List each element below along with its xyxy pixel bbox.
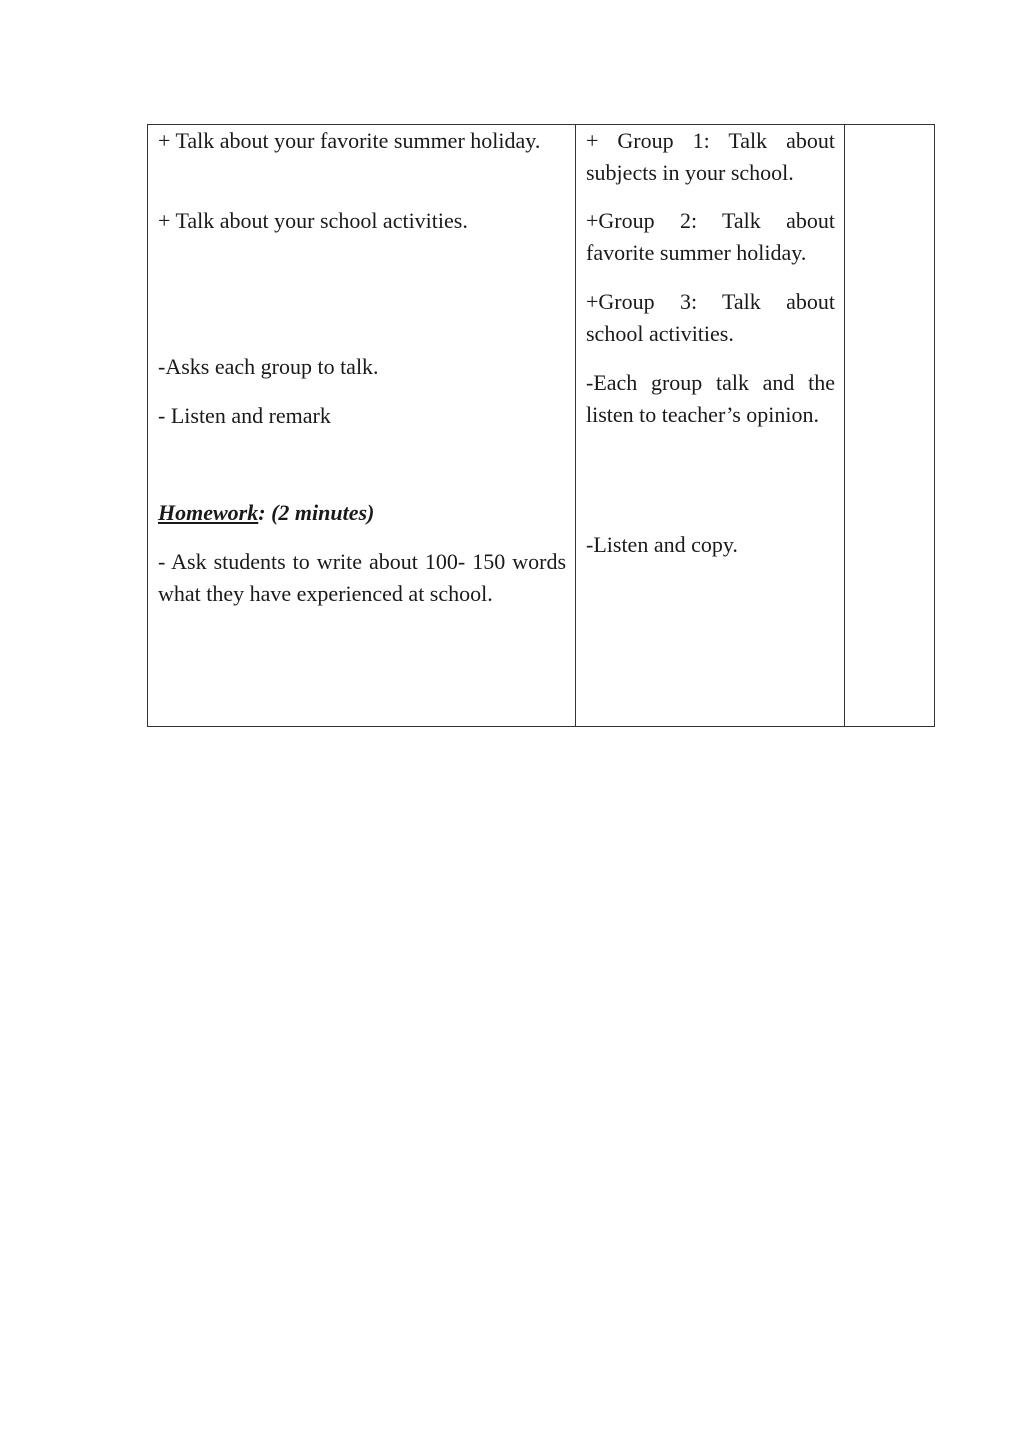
homework-label: Homework [158, 500, 259, 525]
lesson-plan-table [147, 124, 935, 727]
asks-groups-text: -Asks each group to talk. [158, 354, 379, 379]
group1-text: + Group 1: Talk about subjects in your school. [586, 128, 835, 185]
talk-activities-text: + Talk about your school activities. [158, 208, 468, 233]
group2-text: +Group 2: Talk about favorite summer holiday. [586, 208, 835, 265]
group3-text: +Group 3: Talk about school activities. [586, 289, 835, 346]
student-activities-cell [576, 125, 845, 727]
homework-time: (2 minutes) [265, 500, 375, 525]
each-group-text: -Each group talk and the listen to teacher’s opinion. [586, 370, 835, 427]
homework-task-text: - Ask students to write about 100- 150 words what they have experienced at school. [158, 549, 566, 606]
homework-colon: : [258, 500, 266, 525]
notes-cell [845, 125, 935, 727]
teacher-activities-cell [148, 125, 576, 727]
listen-remark-text: - Listen and remark [158, 403, 331, 428]
listen-copy-text: -Listen and copy. [586, 532, 738, 557]
table-row [148, 125, 935, 727]
talk-holiday-text: + Talk about your favorite summer holiday. [158, 128, 541, 153]
homework-heading [158, 497, 566, 529]
